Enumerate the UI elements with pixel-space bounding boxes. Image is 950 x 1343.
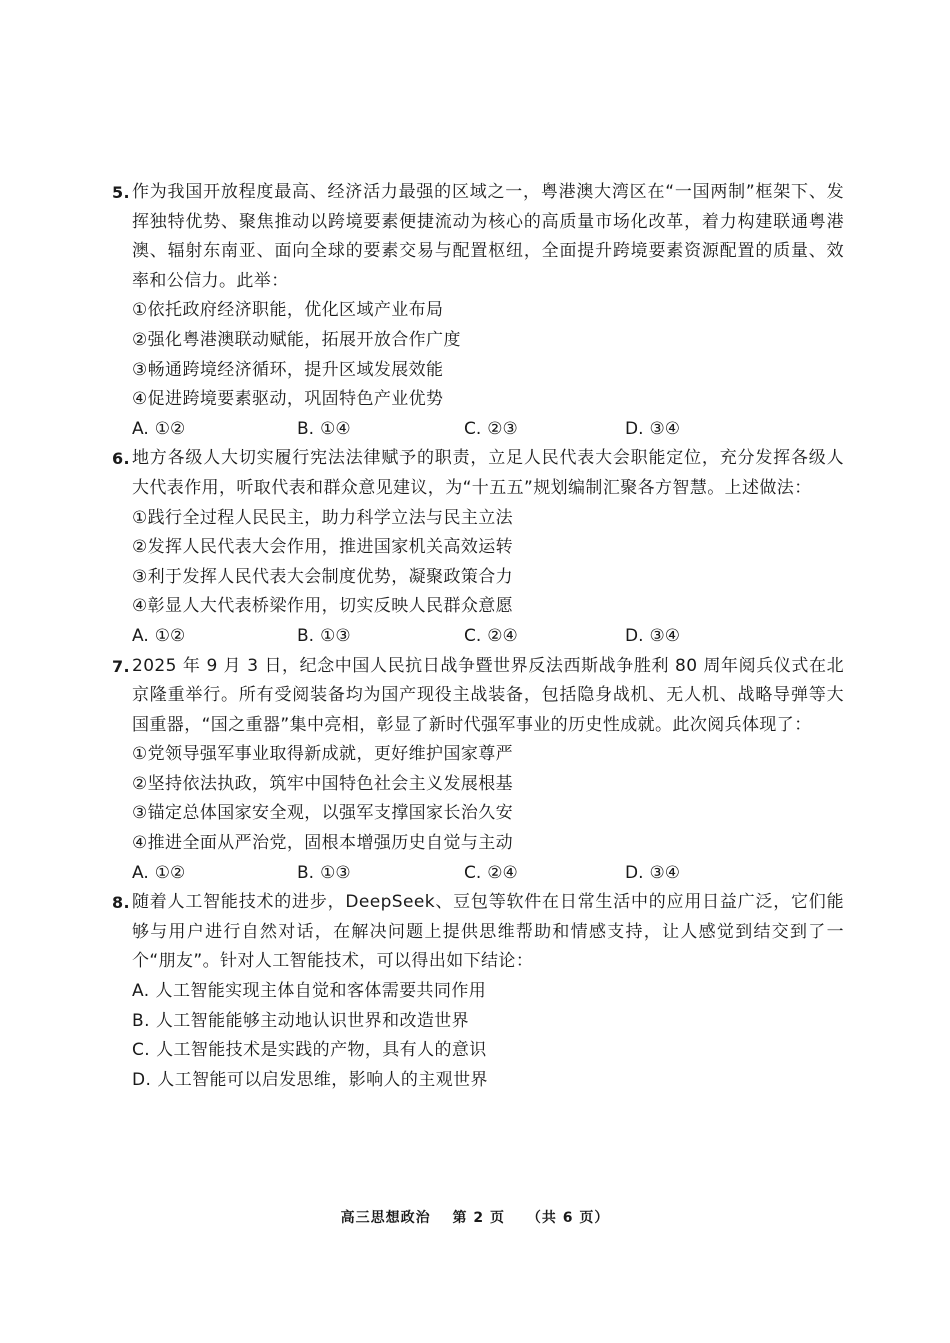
option-b: B. 人工智能能够主动地认识世界和改造世界 [132,1010,470,1031]
choice-c: C. ②④ [464,862,518,883]
statement-4: ④推进全面从严治党，固根本增强历史自觉与主动 [132,833,514,854]
answer-choices [112,622,844,652]
question-5 [112,178,844,444]
choice-a: A. ①② [132,862,186,883]
statement-3: ③畅通跨境经济循环，提升区域发展效能 [132,359,444,380]
answer-choices [112,415,844,445]
choice-d: D. ③④ [625,625,680,646]
statement-4: ④促进跨境要素驱动，巩固特色产业优势 [132,389,444,410]
question-text: 作为我国开放程度最高、经济活力最强的区域之一，粤港澳大湾区在“一国两制”框架下、发挥独特优势、聚焦推动以跨境要素便捷流动为核心的高质量市场化改革，着力构建联通粤港澳、辐射东南亚、面向全球的要素交易与配置枢纽，全面提升跨境要素资源配置的质量、效率和公信力。此举： [132,182,844,291]
statement-1: ①践行全过程人民民主，助力科学立法与民主立法 [132,507,514,528]
question-number: 5. [112,183,131,202]
choice-a: A. ①② [132,418,186,439]
question-stem [112,652,844,741]
footer-total-pages: （共 6 页） [526,1210,610,1226]
question-text: 随着人工智能技术的进步，DeepSeek、豆包等软件在日常生活中的应用日益广泛，它们能够与用户进行自然对话，在解决问题上提供思维帮助和情感支持，让人感觉到结交到了一个“朋友”。针对人工智能技术，可以得出如下结论： [132,892,844,972]
choice-c: C. ②③ [464,418,518,439]
choice-a: A. ①② [132,625,186,646]
question-stem [112,444,844,503]
statement-2: ②坚持依法执政，筑牢中国特色社会主义发展根基 [132,773,514,794]
statement-1: ①依托政府经济职能，优化区域产业布局 [132,300,444,321]
question-stem [112,888,844,977]
option-c: C. 人工智能技术是实践的产物，具有人的意识 [132,1040,487,1061]
question-number: 7. [112,656,131,676]
footer-subject: 高三思想政治 [340,1210,431,1226]
choice-b: B. ①④ [297,418,351,439]
question-number: 8. [112,893,131,913]
statement-3: ③利于发挥人民代表大会制度优势，凝聚政策合力 [132,566,514,587]
statement-4: ④彰显人大代表桥梁作用，切实反映人民群众意愿 [132,596,514,617]
page-footer [0,1207,950,1227]
choice-b: B. ①③ [297,862,351,883]
statement-2: ②发挥人民代表大会作用，推进国家机关高效运转 [132,537,514,558]
question-6 [112,444,844,651]
question-number: 6. [112,449,131,469]
question-list [112,178,844,1095]
option-a: A. 人工智能实现主体自觉和客体需要共同作用 [132,981,487,1002]
choice-d: D. ③④ [625,862,680,883]
statement-2: ②强化粤港澳联动赋能，拓展开放合作广度 [132,329,461,350]
statement-3: ③锚定总体国家安全观，以强军支撑国家长治久安 [132,803,514,824]
choice-c: C. ②④ [464,625,518,646]
option-d: D. 人工智能可以启发思维，影响人的主观世界 [132,1069,488,1090]
footer-page-number: 第 2 页 [452,1210,505,1226]
question-8 [112,888,844,1095]
question-text: 2025 年 9 月 3 日，纪念中国人民抗日战争暨世界反法西斯战争胜利 80 周年阅兵仪式在北京隆重举行。所有受阅装备均为国产现役主战装备，包括隐身战机、无人机、战略导弹等大国重器，“国之重器”集中亮相，彰显了新时代强军事业的历史性成就。此次阅兵体现了： [132,655,844,735]
question-7 [112,652,844,889]
question-text: 地方各级人大切实履行宪法法律赋予的职责，立足人民代表大会职能定位，充分发挥各级人大代表作用，听取代表和群众意见建议，为“十五五”规划编制汇聚各方智慧。上述做法： [132,448,844,498]
choice-d: D. ③④ [625,418,680,439]
statement-1: ①党领导强军事业取得新成就，更好维护国家尊严 [132,744,514,765]
choice-b: B. ①③ [297,625,351,646]
question-stem [112,178,844,296]
answer-choices [112,859,844,889]
